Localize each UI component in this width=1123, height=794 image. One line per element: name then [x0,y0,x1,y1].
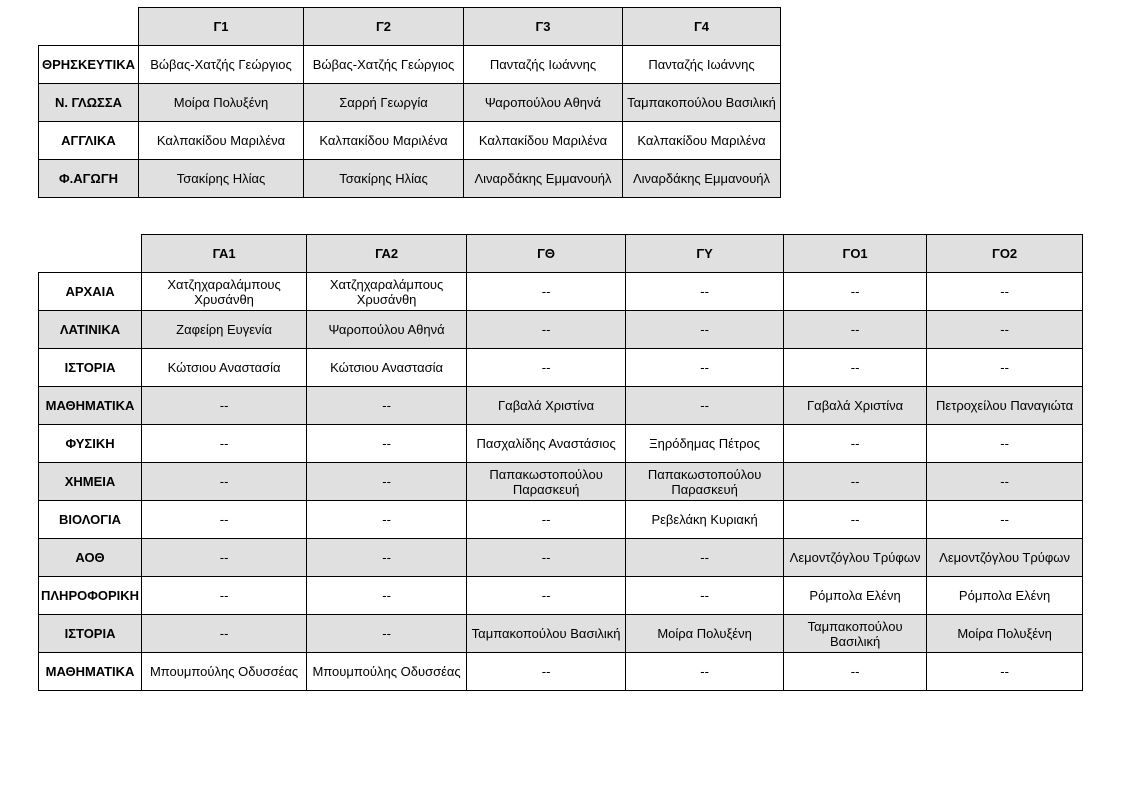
teacher-cell: Καλπακίδου Μαριλένα [304,122,464,160]
teacher-cell: -- [142,425,307,463]
teacher-cell: -- [784,311,927,349]
teacher-cell: Ξηρόδημας Πέτρος [626,425,784,463]
empty-corner-cell [39,8,139,46]
table-row [39,539,1083,577]
teacher-cell: -- [784,425,927,463]
teacher-cell: Κώτσιου Αναστασία [307,349,467,387]
teacher-cell: Λιναρδάκης Εμμανουήλ [623,160,781,198]
teacher-cell: -- [307,387,467,425]
teacher-cell: Παπακωστοπούλου Παρασκευή [467,463,626,501]
table-row [39,577,1083,615]
subject-cell: Ν. ΓΛΩΣΣΑ [39,84,139,122]
teacher-cell: Λεμοντζόγλου Τρύφων [784,539,927,577]
subject-cell: ΜΑΘΗΜΑΤΙΚΑ [39,653,142,691]
teacher-cell: Ψαροπούλου Αθηνά [307,311,467,349]
teacher-cell: -- [626,653,784,691]
column-header: Γ1 [139,8,304,46]
table-row [39,501,1083,539]
subject-cell: ΑΓΓΛΙΚΑ [39,122,139,160]
teacher-cell: -- [142,387,307,425]
column-header: ΓΥ [626,235,784,273]
column-header: ΓΟ2 [927,235,1083,273]
teacher-cell: -- [626,311,784,349]
teacher-cell: Χατζηχαραλάμπους Χρυσάνθη [307,273,467,311]
teacher-cell: Βώβας-Χατζής Γεώργιος [139,46,304,84]
teacher-cell: Κώτσιου Αναστασία [142,349,307,387]
subject-cell: ΑΟΘ [39,539,142,577]
subject-cell: ΜΑΘΗΜΑΤΙΚΑ [39,387,142,425]
table-row [39,46,781,84]
teacher-cell: -- [927,425,1083,463]
table-row [39,615,1083,653]
teacher-cell: Τσακίρης Ηλίας [304,160,464,198]
teacher-cell: Ταμπακοπούλου Βασιλική [623,84,781,122]
column-header: Γ4 [623,8,781,46]
teacher-cell: Σαρρή Γεωργία [304,84,464,122]
subject-cell: ΦΥΣΙΚΗ [39,425,142,463]
column-header: ΓΑ2 [307,235,467,273]
teacher-cell: Λεμοντζόγλου Τρύφων [927,539,1083,577]
teacher-cell: Ρόμπολα Ελένη [927,577,1083,615]
teacher-cell: Παπακωστοπούλου Παρασκευή [626,463,784,501]
subject-cell: ΙΣΤΟΡΙΑ [39,349,142,387]
subject-cell: Φ.ΑΓΩΓΗ [39,160,139,198]
teacher-cell: Μπουμπούλης Οδυσσέας [142,653,307,691]
teacher-cell: Πανταζής Ιωάννης [464,46,623,84]
teacher-cell: Ταμπακοπούλου Βασιλική [784,615,927,653]
teacher-cell: -- [307,463,467,501]
table-row [39,387,1083,425]
teacher-cell: -- [784,501,927,539]
teacher-cell: -- [626,387,784,425]
header-row [39,235,1083,273]
teacher-cell: -- [784,273,927,311]
column-header: ΓΘ [467,235,626,273]
column-header: Γ2 [304,8,464,46]
teacher-cell: -- [467,539,626,577]
teacher-cell: Ταμπακοπούλου Βασιλική [467,615,626,653]
subject-cell: ΙΣΤΟΡΙΑ [39,615,142,653]
table-row [39,349,1083,387]
class-teachers-table-general [38,7,781,198]
table-row [39,84,781,122]
teacher-cell: Πετροχείλου Παναγιώτα [927,387,1083,425]
teacher-cell: -- [927,311,1083,349]
teacher-cell: -- [142,501,307,539]
teacher-cell: Πανταζής Ιωάννης [623,46,781,84]
teacher-cell: -- [467,577,626,615]
teacher-cell: Καλπακίδου Μαριλένα [623,122,781,160]
table-row [39,273,1083,311]
table-row [39,160,781,198]
teacher-cell: Ρόμπολα Ελένη [784,577,927,615]
teacher-cell: -- [784,653,927,691]
teacher-cell: Χατζηχαραλάμπους Χρυσάνθη [142,273,307,311]
table-row [39,122,781,160]
table-row [39,311,1083,349]
table-row [39,425,1083,463]
subject-cell: ΑΡΧΑΙΑ [39,273,142,311]
teacher-cell: -- [142,539,307,577]
header-row [39,8,781,46]
teacher-cell: Μοίρα Πολυξένη [626,615,784,653]
teacher-cell: Γαβαλά Χριστίνα [784,387,927,425]
teacher-cell: -- [467,273,626,311]
teacher-cell: -- [142,577,307,615]
teacher-cell: -- [467,653,626,691]
teacher-cell: -- [927,653,1083,691]
teacher-cell: -- [307,539,467,577]
teacher-cell: -- [142,615,307,653]
teacher-cell: -- [784,349,927,387]
column-header: ΓΑ1 [142,235,307,273]
subject-cell: ΧΗΜΕΙΑ [39,463,142,501]
teacher-cell: Λιναρδάκης Εμμανουήλ [464,160,623,198]
teacher-cell: Ζαφείρη Ευγενία [142,311,307,349]
teacher-cell: -- [307,425,467,463]
empty-corner-cell [39,235,142,273]
teacher-cell: -- [467,349,626,387]
teacher-cell: Βώβας-Χατζής Γεώργιος [304,46,464,84]
teacher-cell: -- [626,349,784,387]
teacher-cell: Μπουμπούλης Οδυσσέας [307,653,467,691]
subject-cell: ΘΡΗΣΚΕΥΤΙΚΑ [39,46,139,84]
teacher-cell: -- [927,273,1083,311]
teacher-cell: Καλπακίδου Μαριλένα [464,122,623,160]
teacher-cell: Καλπακίδου Μαριλένα [139,122,304,160]
teacher-cell: Πασχαλίδης Αναστάσιος [467,425,626,463]
teacher-cell: -- [307,501,467,539]
teacher-cell: Ψαροπούλου Αθηνά [464,84,623,122]
teacher-cell: -- [927,463,1083,501]
table-row [39,653,1083,691]
teacher-cell: -- [626,577,784,615]
teacher-cell: Τσακίρης Ηλίας [139,160,304,198]
teacher-cell: -- [927,501,1083,539]
teacher-cell: Γαβαλά Χριστίνα [467,387,626,425]
column-header: ΓΟ1 [784,235,927,273]
teacher-cell: -- [467,501,626,539]
class-teachers-table-orientation [38,234,1083,691]
subject-cell: ΠΛΗΡΟΦΟΡΙΚΗ [39,577,142,615]
teacher-cell: -- [307,577,467,615]
subject-cell: ΒΙΟΛΟΓΙΑ [39,501,142,539]
teacher-cell: -- [626,273,784,311]
teacher-cell: -- [784,463,927,501]
teacher-cell: Μοίρα Πολυξένη [139,84,304,122]
subject-cell: ΛΑΤΙΝΙΚΑ [39,311,142,349]
teacher-cell: -- [927,349,1083,387]
teacher-cell: -- [467,311,626,349]
teacher-cell: -- [142,463,307,501]
teacher-cell: -- [307,615,467,653]
column-header: Γ3 [464,8,623,46]
table-row [39,463,1083,501]
teacher-cell: Μοίρα Πολυξένη [927,615,1083,653]
teacher-cell: -- [626,539,784,577]
teacher-cell: Ρεβελάκη Κυριακή [626,501,784,539]
